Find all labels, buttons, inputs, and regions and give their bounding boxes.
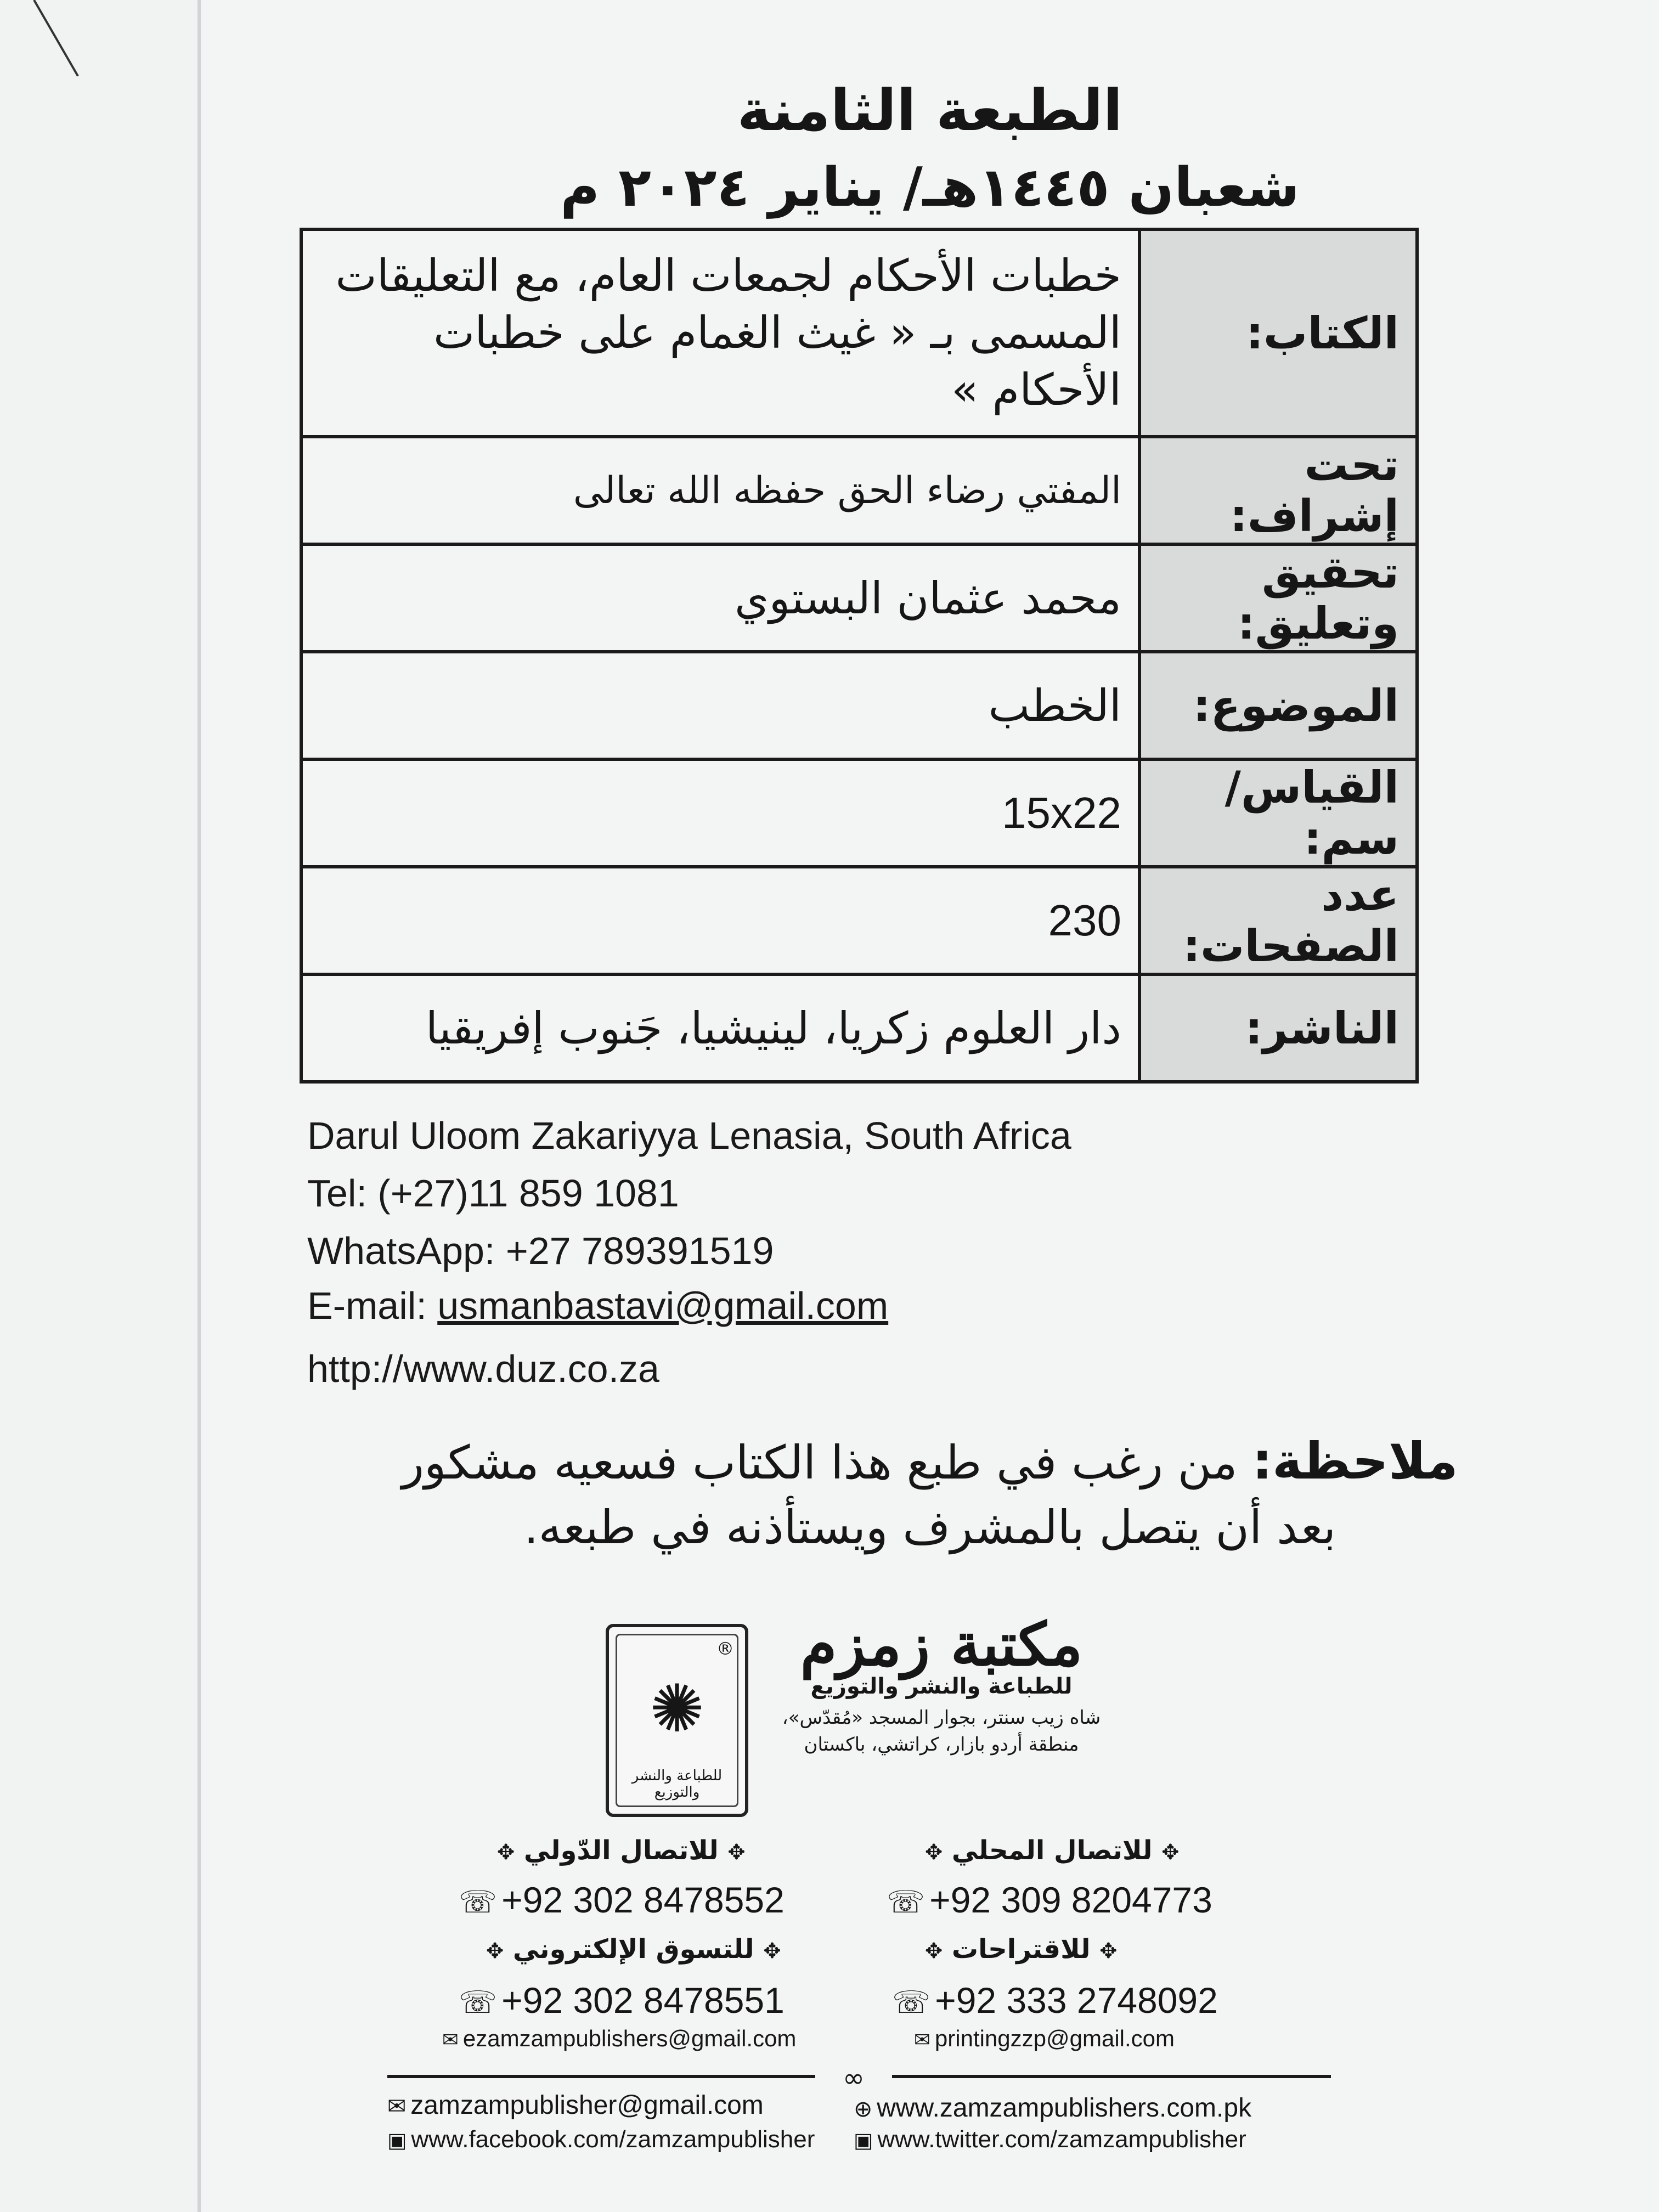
info-value: دار العلوم زكريا، لينيشيا، جَنوب إفريقيا	[301, 974, 1139, 1082]
footer-facebook[interactable]: ▣ www.facebook.com/zamzampublisher	[387, 2126, 815, 2153]
footer-website[interactable]: ⊕ www.zamzampublishers.com.pk	[854, 2094, 1252, 2123]
ornament-icon: ✥	[1161, 1840, 1180, 1865]
ornament-icon: ✥	[763, 1939, 781, 1963]
suggestions-heading: ✥ للاقتراحات ✥	[925, 1934, 1118, 1965]
info-value: المفتي رضاء الحق حفظه الله تعالى	[301, 437, 1139, 544]
suggestions-phone[interactable]: ☏ +92 333 2748092	[892, 1980, 1218, 2021]
local-contact-heading: ✥ للاتصال المحلي ✥	[925, 1835, 1180, 1866]
phone-whatsapp-icon: ☏	[892, 1985, 931, 2019]
footer-twitter[interactable]: ▣ www.twitter.com/zamzampublisher	[854, 2126, 1246, 2153]
info-label: القياس/سم:	[1139, 759, 1417, 867]
note-label: ملاحظة:	[1252, 1432, 1458, 1491]
envelope-icon: ✉	[914, 2029, 930, 2051]
ornament-icon: ✥	[727, 1840, 746, 1865]
suggestions-email[interactable]: ✉ printingzzp@gmail.com	[914, 2025, 1175, 2051]
publisher-address-1: شاه زيب سنتر، بجوار المسجد «مُقدّس»،	[782, 1707, 1101, 1729]
online-email[interactable]: ✉ ezamzampublishers@gmail.com	[442, 2025, 797, 2051]
ornament-icon: ✥	[1099, 1939, 1118, 1963]
info-row-editor	[301, 544, 1417, 652]
contact-address: Darul Uloom Zakariyya Lenasia, South Africa	[307, 1114, 1071, 1157]
info-row-supervision	[301, 437, 1417, 544]
info-value: 15x22	[301, 759, 1139, 867]
info-row-publisher	[301, 974, 1417, 1082]
edition-title: الطبعة الثامنة	[737, 77, 1123, 144]
international-contact-heading: ✥ للاتصال الدّولي ✥	[497, 1835, 746, 1866]
ornament-icon: ✥	[925, 1840, 943, 1865]
info-row-size	[301, 759, 1417, 867]
info-label: الناشر:	[1139, 974, 1417, 1082]
zamzam-logo-icon: ✺	[649, 1671, 705, 1747]
info-value: خطبات الأحكام لجمعات العام، مع التعليقات المسمى بـ « غيث الغمام على خطبات الأحكام »	[301, 229, 1139, 437]
international-phone[interactable]: ☏ +92 302 8478552	[459, 1880, 785, 1920]
edition-date: شعبان ١٤٤٥هـ/ يناير ٢٠٢٤ م	[560, 156, 1300, 219]
ornament-icon: ✥	[925, 1939, 943, 1963]
info-value: محمد عثمان البستوي	[301, 544, 1139, 652]
local-phone[interactable]: ☏ +92 309 8204773	[887, 1880, 1212, 1920]
contact-website-link[interactable]: http://www.duz.co.za	[307, 1347, 659, 1390]
info-label: تحت إشراف:	[1139, 437, 1417, 544]
contact-tel: Tel: (+27)11 859 1081	[307, 1172, 679, 1215]
publisher-logo	[606, 1624, 748, 1817]
colophon-page	[201, 0, 1659, 2212]
info-value: 230	[301, 867, 1139, 974]
online-shopping-heading: ✥ للتسوق الإلكتروني ✥	[486, 1934, 781, 1965]
info-label: الموضوع:	[1139, 652, 1417, 759]
logo-caption: للطباعة والنشر والتوزيع	[631, 1768, 723, 1801]
note-text-1: من رغب في طبع هذا الكتاب فسعيه مشكور	[402, 1436, 1238, 1489]
publisher-address-2: منطقة أردو بازار، كراتشي، باكستان	[804, 1734, 1079, 1756]
contact-email-link[interactable]: usmanbastavi@gmail.com	[437, 1284, 889, 1327]
footer-email[interactable]: ✉ zamzampublisher@gmail.com	[387, 2091, 764, 2120]
phone-whatsapp-icon: ☏	[459, 1884, 498, 1919]
adjacent-page-strip	[0, 0, 201, 2212]
info-row-subject	[301, 652, 1417, 759]
online-phone[interactable]: ☏ +92 302 8478551	[459, 1980, 785, 2021]
ornament-icon: ✥	[486, 1939, 504, 1963]
globe-icon: ⊕	[854, 2096, 873, 2121]
contact-email-label: E-mail:	[307, 1284, 438, 1327]
envelope-icon: ✉	[442, 2029, 459, 2051]
phone-whatsapp-icon: ☏	[887, 1884, 926, 1919]
envelope-icon: ✉	[387, 2094, 407, 2119]
info-row-book	[301, 229, 1417, 437]
publisher-name: مكتبة زمزم	[800, 1610, 1083, 1679]
registered-mark: ®	[716, 1638, 734, 1659]
publisher-brand	[777, 1610, 1106, 1759]
info-value: الخطب	[301, 652, 1139, 759]
note-line-2: بعد أن يتصل بالمشرف ويستأذنه في طبعه.	[523, 1500, 1336, 1554]
info-label: عدد الصفحات:	[1139, 867, 1417, 974]
phone-whatsapp-icon: ☏	[459, 1985, 498, 2019]
info-row-pages	[301, 867, 1417, 974]
info-label: تحقيق وتعليق:	[1139, 544, 1417, 652]
ornament-icon: ✥	[497, 1840, 515, 1865]
publisher-tagline: للطباعة والنشر والتوزيع	[810, 1674, 1073, 1699]
page-corner-line	[33, 0, 78, 77]
facebook-icon: ▣	[387, 2129, 407, 2152]
info-label: الكتاب:	[1139, 229, 1417, 437]
contact-email-line	[307, 1284, 888, 1328]
contact-whatsapp: WhatsApp: +27 789391519	[307, 1229, 774, 1272]
note-line-1	[201, 1432, 1659, 1491]
twitter-icon: ▣	[854, 2129, 873, 2152]
book-info-table	[300, 228, 1419, 1084]
divider-ornament-icon: ∞	[815, 2063, 892, 2089]
